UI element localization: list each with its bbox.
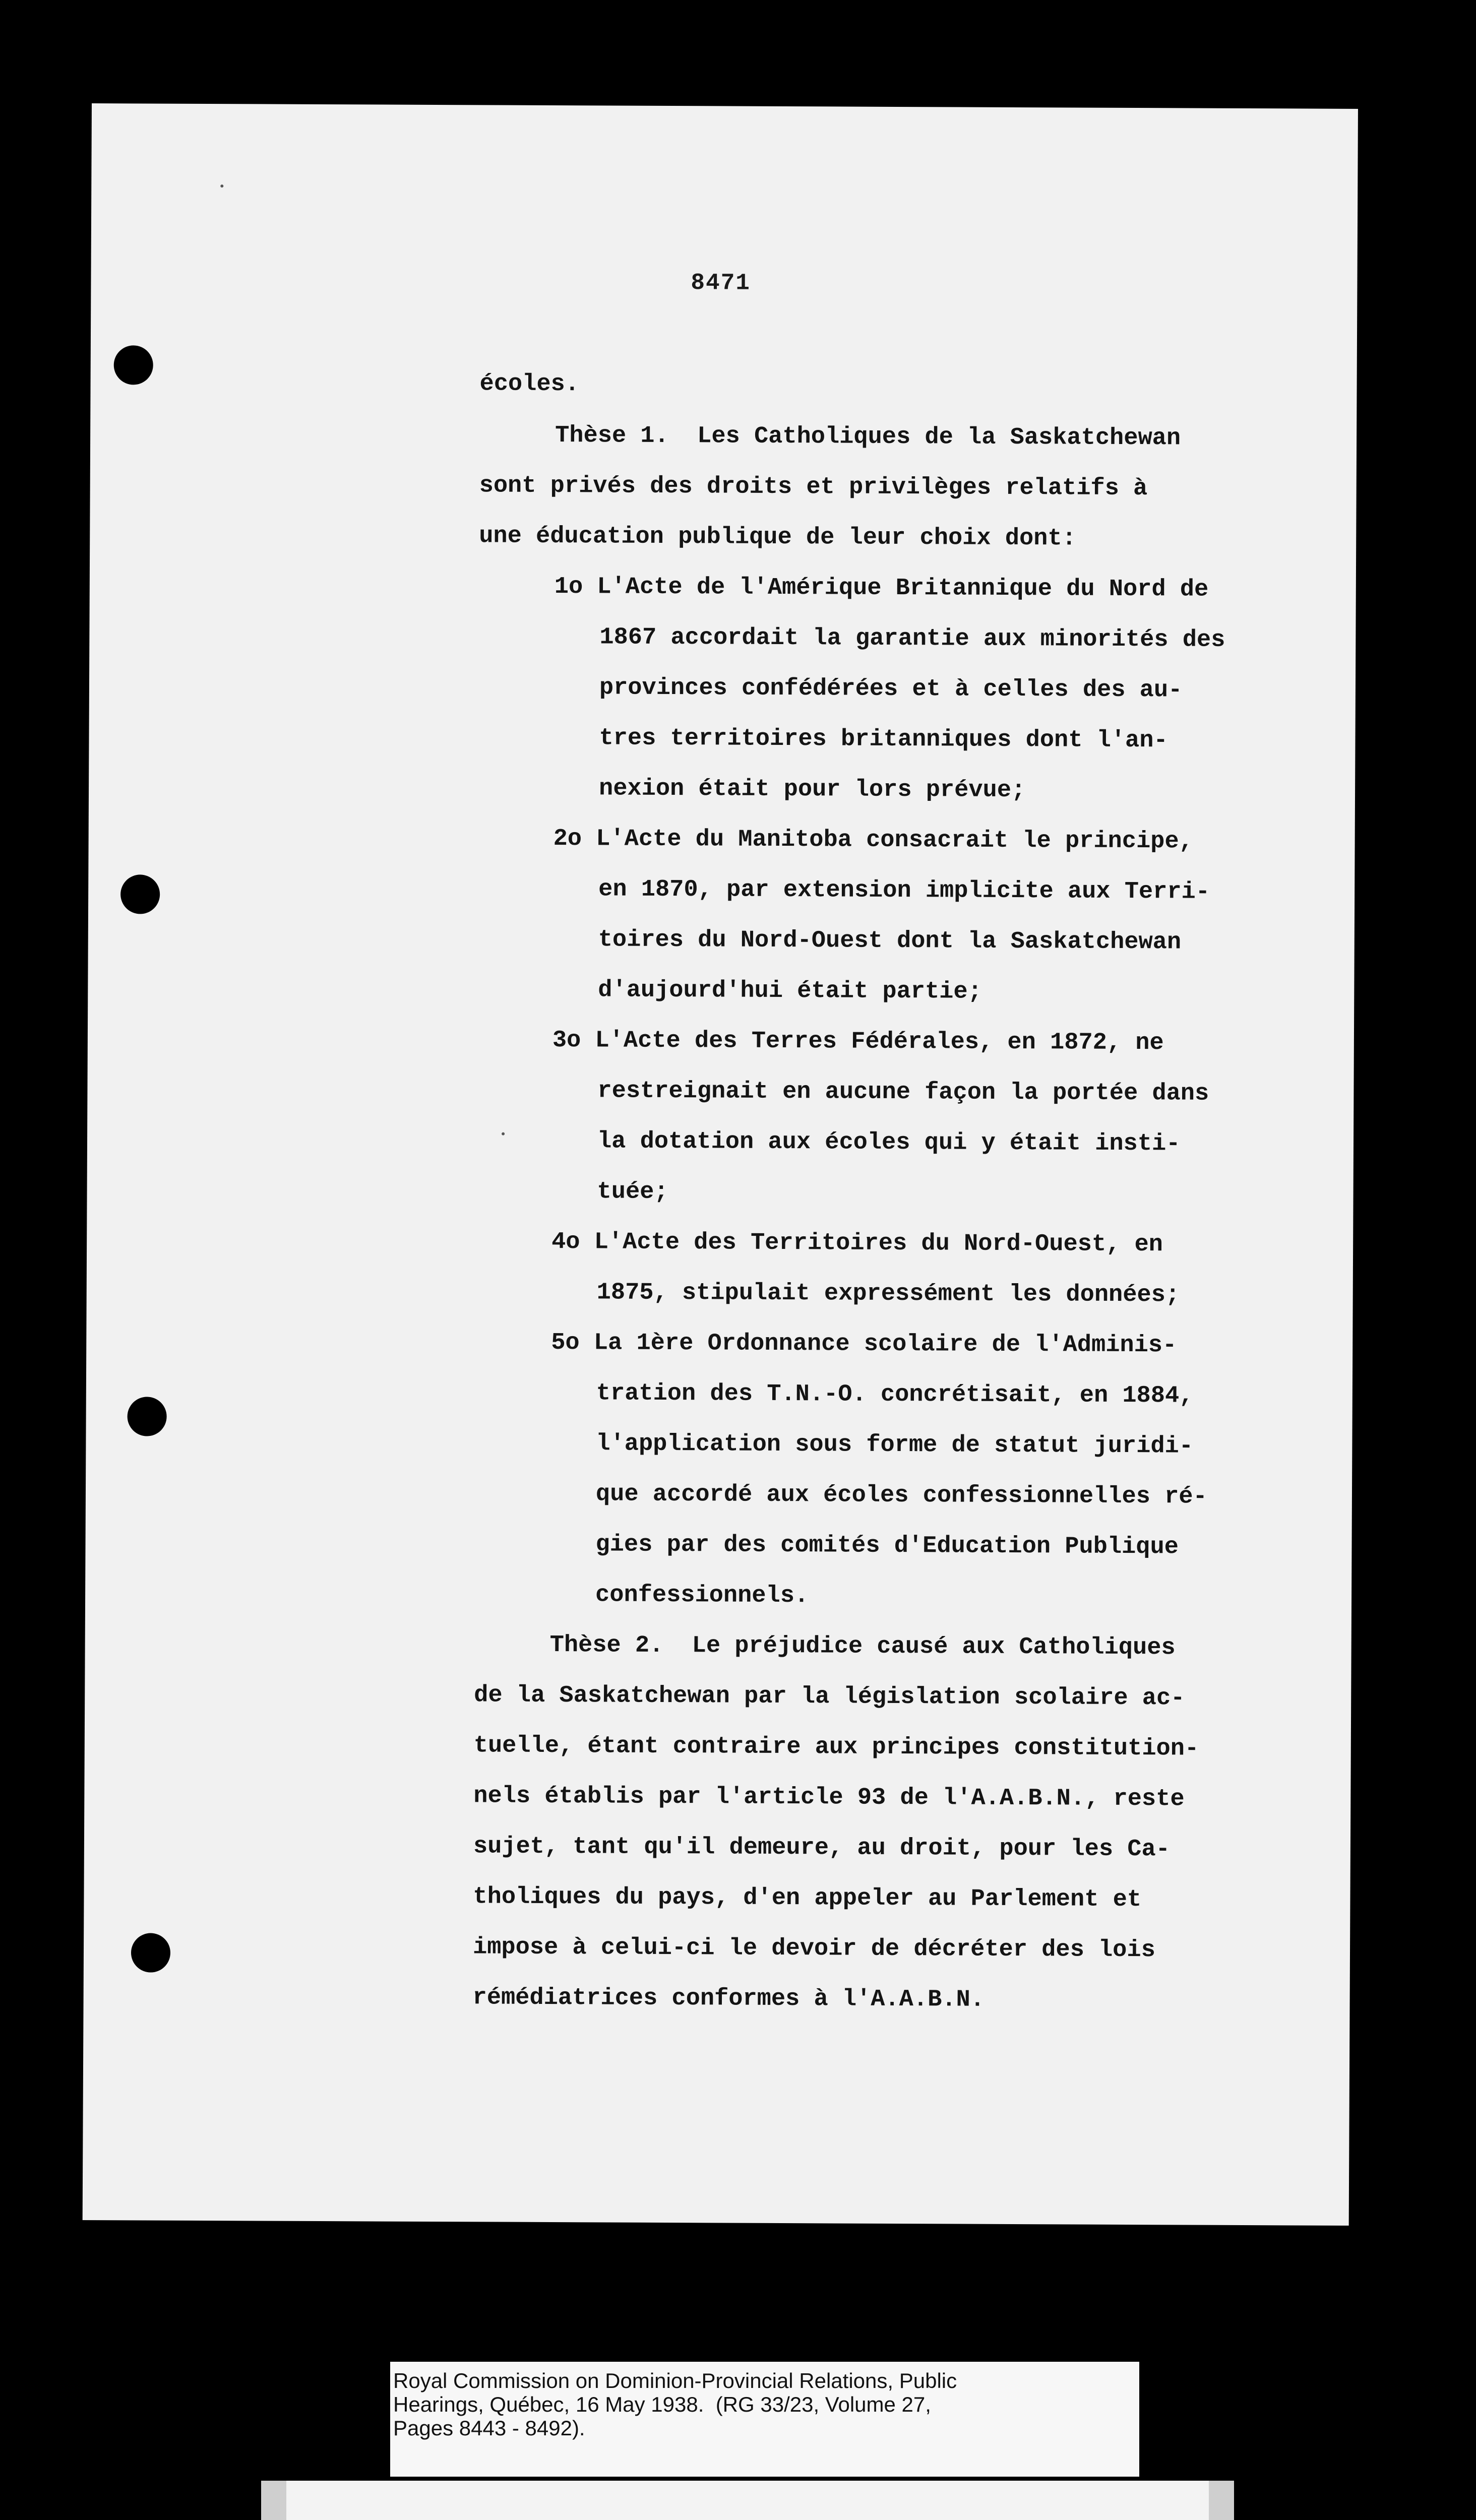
caption-line: Royal Commission on Dominion-Provincial Relations, Public: [393, 2369, 957, 2392]
text-line: impose à celui-ci le devoir de décréter des lois: [472, 1934, 1155, 1964]
caption-line: Pages 8443 - 8492).: [393, 2416, 585, 2440]
text-line: Thèse 1. Les Catholiques de la Saskatchewan: [555, 422, 1181, 452]
document-body: [83, 103, 1358, 2226]
text-line: confessionnels.: [595, 1582, 809, 1610]
text-line: une éducation publique de leur choix dont:: [479, 523, 1076, 552]
text-line: tration des T.N.-O. concrétisait, en 1884,: [596, 1380, 1194, 1410]
text-line: nexion était pour lors prévue;: [598, 775, 1026, 804]
caption-line: Hearings, Québec, 16 May 1938. (RG 33/23, Volume 27,: [393, 2392, 931, 2417]
text-line: 1o L'Acte de l'Amérique Britannique du Nord de: [554, 574, 1209, 603]
text-line: que accordé aux écoles confessionnelles ré-: [595, 1481, 1207, 1510]
text-line: nels établis par l'article 93 de l'A.A.B.N., reste: [473, 1783, 1185, 1813]
text-line: tholiques du pays, d'en appeler au Parlement et: [473, 1883, 1142, 1914]
text-line: 2o L'Acte du Manitoba consacrait le principe,: [553, 826, 1193, 855]
text-line: tuelle, étant contraire aux principes constitution-: [473, 1732, 1199, 1762]
text-line: tuée;: [597, 1178, 668, 1206]
text-line: en 1870, par extension implicite aux Terri-: [598, 876, 1210, 906]
text-line: de la Saskatchewan par la législation scolaire ac-: [474, 1682, 1185, 1712]
text-line: sont privés des droits et privilèges relatifs à: [479, 472, 1148, 502]
text-line: 5o La 1ère Ordonnance scolaire de l'Adminis-: [551, 1329, 1177, 1359]
text-line: 1875, stipulait expressément les données;: [596, 1279, 1180, 1309]
text-line: gies par des comités d'Education Publique: [595, 1531, 1179, 1561]
text-line: restreignait en aucune façon la portée dans: [597, 1078, 1209, 1107]
text-line: la dotation aux écoles qui y était insti-: [597, 1128, 1181, 1158]
text-line: sujet, tant qu'il demeure, au droit, pour les Ca-: [473, 1833, 1171, 1863]
text-line: 3o L'Acte des Terres Fédérales, en 1872, ne: [552, 1027, 1164, 1057]
public-archives-stamp: [261, 2481, 1234, 2520]
text-line: toires du Nord-Ouest dont la Saskatchewan: [598, 926, 1182, 956]
text-line: rémédiatrices conformes à l'A.A.B.N.: [472, 1984, 985, 2013]
text-line: 4o L'Acte des Territoires du Nord-Ouest, en: [551, 1229, 1163, 1258]
text-line: 1867 accordait la garantie aux minorités des: [599, 624, 1225, 654]
page-number: 8471: [691, 270, 751, 296]
archive-caption-label: [390, 2362, 1139, 2477]
text-line: Thèse 2. Le préjudice causé aux Catholiques: [549, 1631, 1176, 1662]
text-line: provinces confédérées et à celles des au-: [599, 674, 1183, 704]
text-line: l'application sous forme de statut juridi-: [596, 1430, 1194, 1460]
text-line: écoles.: [479, 370, 580, 398]
document-page: [83, 103, 1358, 2226]
text-line: tres territoires britanniques dont l'an-: [599, 725, 1168, 754]
text-line: d'aujourd'hui était partie;: [598, 977, 982, 1005]
